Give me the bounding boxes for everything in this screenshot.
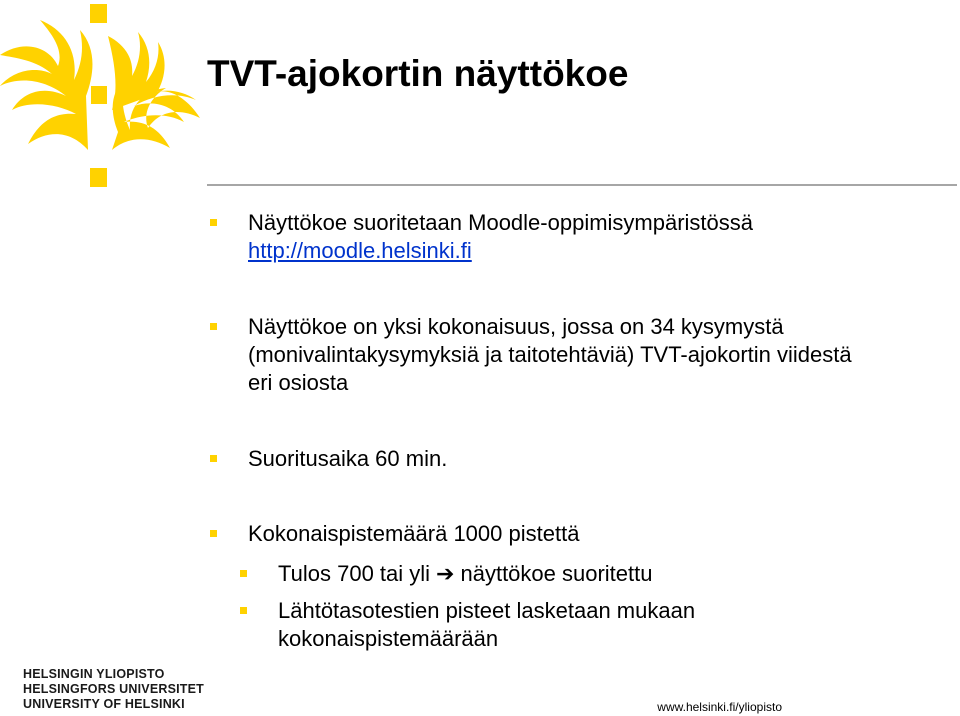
moodle-link[interactable]: http://moodle.helsinki.fi	[248, 238, 472, 263]
university-name-fi: HELSINGIN YLIOPISTO	[23, 667, 165, 681]
bullet-text: Suoritusaika 60 min.	[248, 446, 448, 471]
subbullet-pretest-points	[278, 597, 918, 653]
yellow-square-bullet-icon	[240, 607, 247, 614]
bullet-text: Näyttökoe on yksi kokonaisuus, jossa on 34 kysymystä	[248, 314, 784, 339]
university-flame-logo-icon	[0, 0, 200, 190]
slide-title: TVT-ajokortin näyttökoe	[207, 53, 629, 94]
yellow-square-bullet-icon	[210, 219, 217, 226]
bullet-text: Kokonaispistemäärä 1000 pistettä	[248, 521, 580, 546]
yellow-square-bullet-icon	[240, 570, 247, 577]
subbullet-text: näyttökoe suoritettu	[460, 561, 653, 586]
bullet-text: (monivalintakysymyksiä ja taitotehtäviä) TVT-ajokortin viidestä	[248, 342, 852, 367]
footer-url: www.helsinki.fi/yliopisto	[657, 700, 782, 714]
subbullet-text: kokonaispistemäärään	[278, 626, 499, 651]
yellow-square-bullet-icon	[210, 323, 217, 330]
bullet-moodle	[248, 209, 938, 265]
university-name-en: UNIVERSITY OF HELSINKI	[23, 697, 185, 711]
bullet-text: Näyttökoe suoritetaan Moodle-oppimisympäristössä	[248, 210, 754, 235]
bullet-text: eri osiosta	[248, 370, 349, 395]
bullet-duration	[248, 445, 938, 473]
bullet-exam-structure	[248, 313, 938, 397]
bullet-total-points	[248, 520, 938, 548]
yellow-square-bullet-icon	[210, 455, 217, 462]
yellow-square-bullet-icon	[210, 530, 217, 537]
subbullet-text: Lähtötasotestien pisteet lasketaan mukaan	[278, 598, 696, 623]
university-wordmark	[23, 667, 204, 712]
subbullet-pass-threshold	[278, 560, 918, 588]
right-arrow-icon: ➔	[436, 561, 455, 586]
university-name-sv: HELSINGFORS UNIVERSITET	[23, 682, 205, 696]
subbullet-text: Tulos 700 tai yli	[278, 561, 431, 586]
title-divider	[207, 184, 957, 186]
